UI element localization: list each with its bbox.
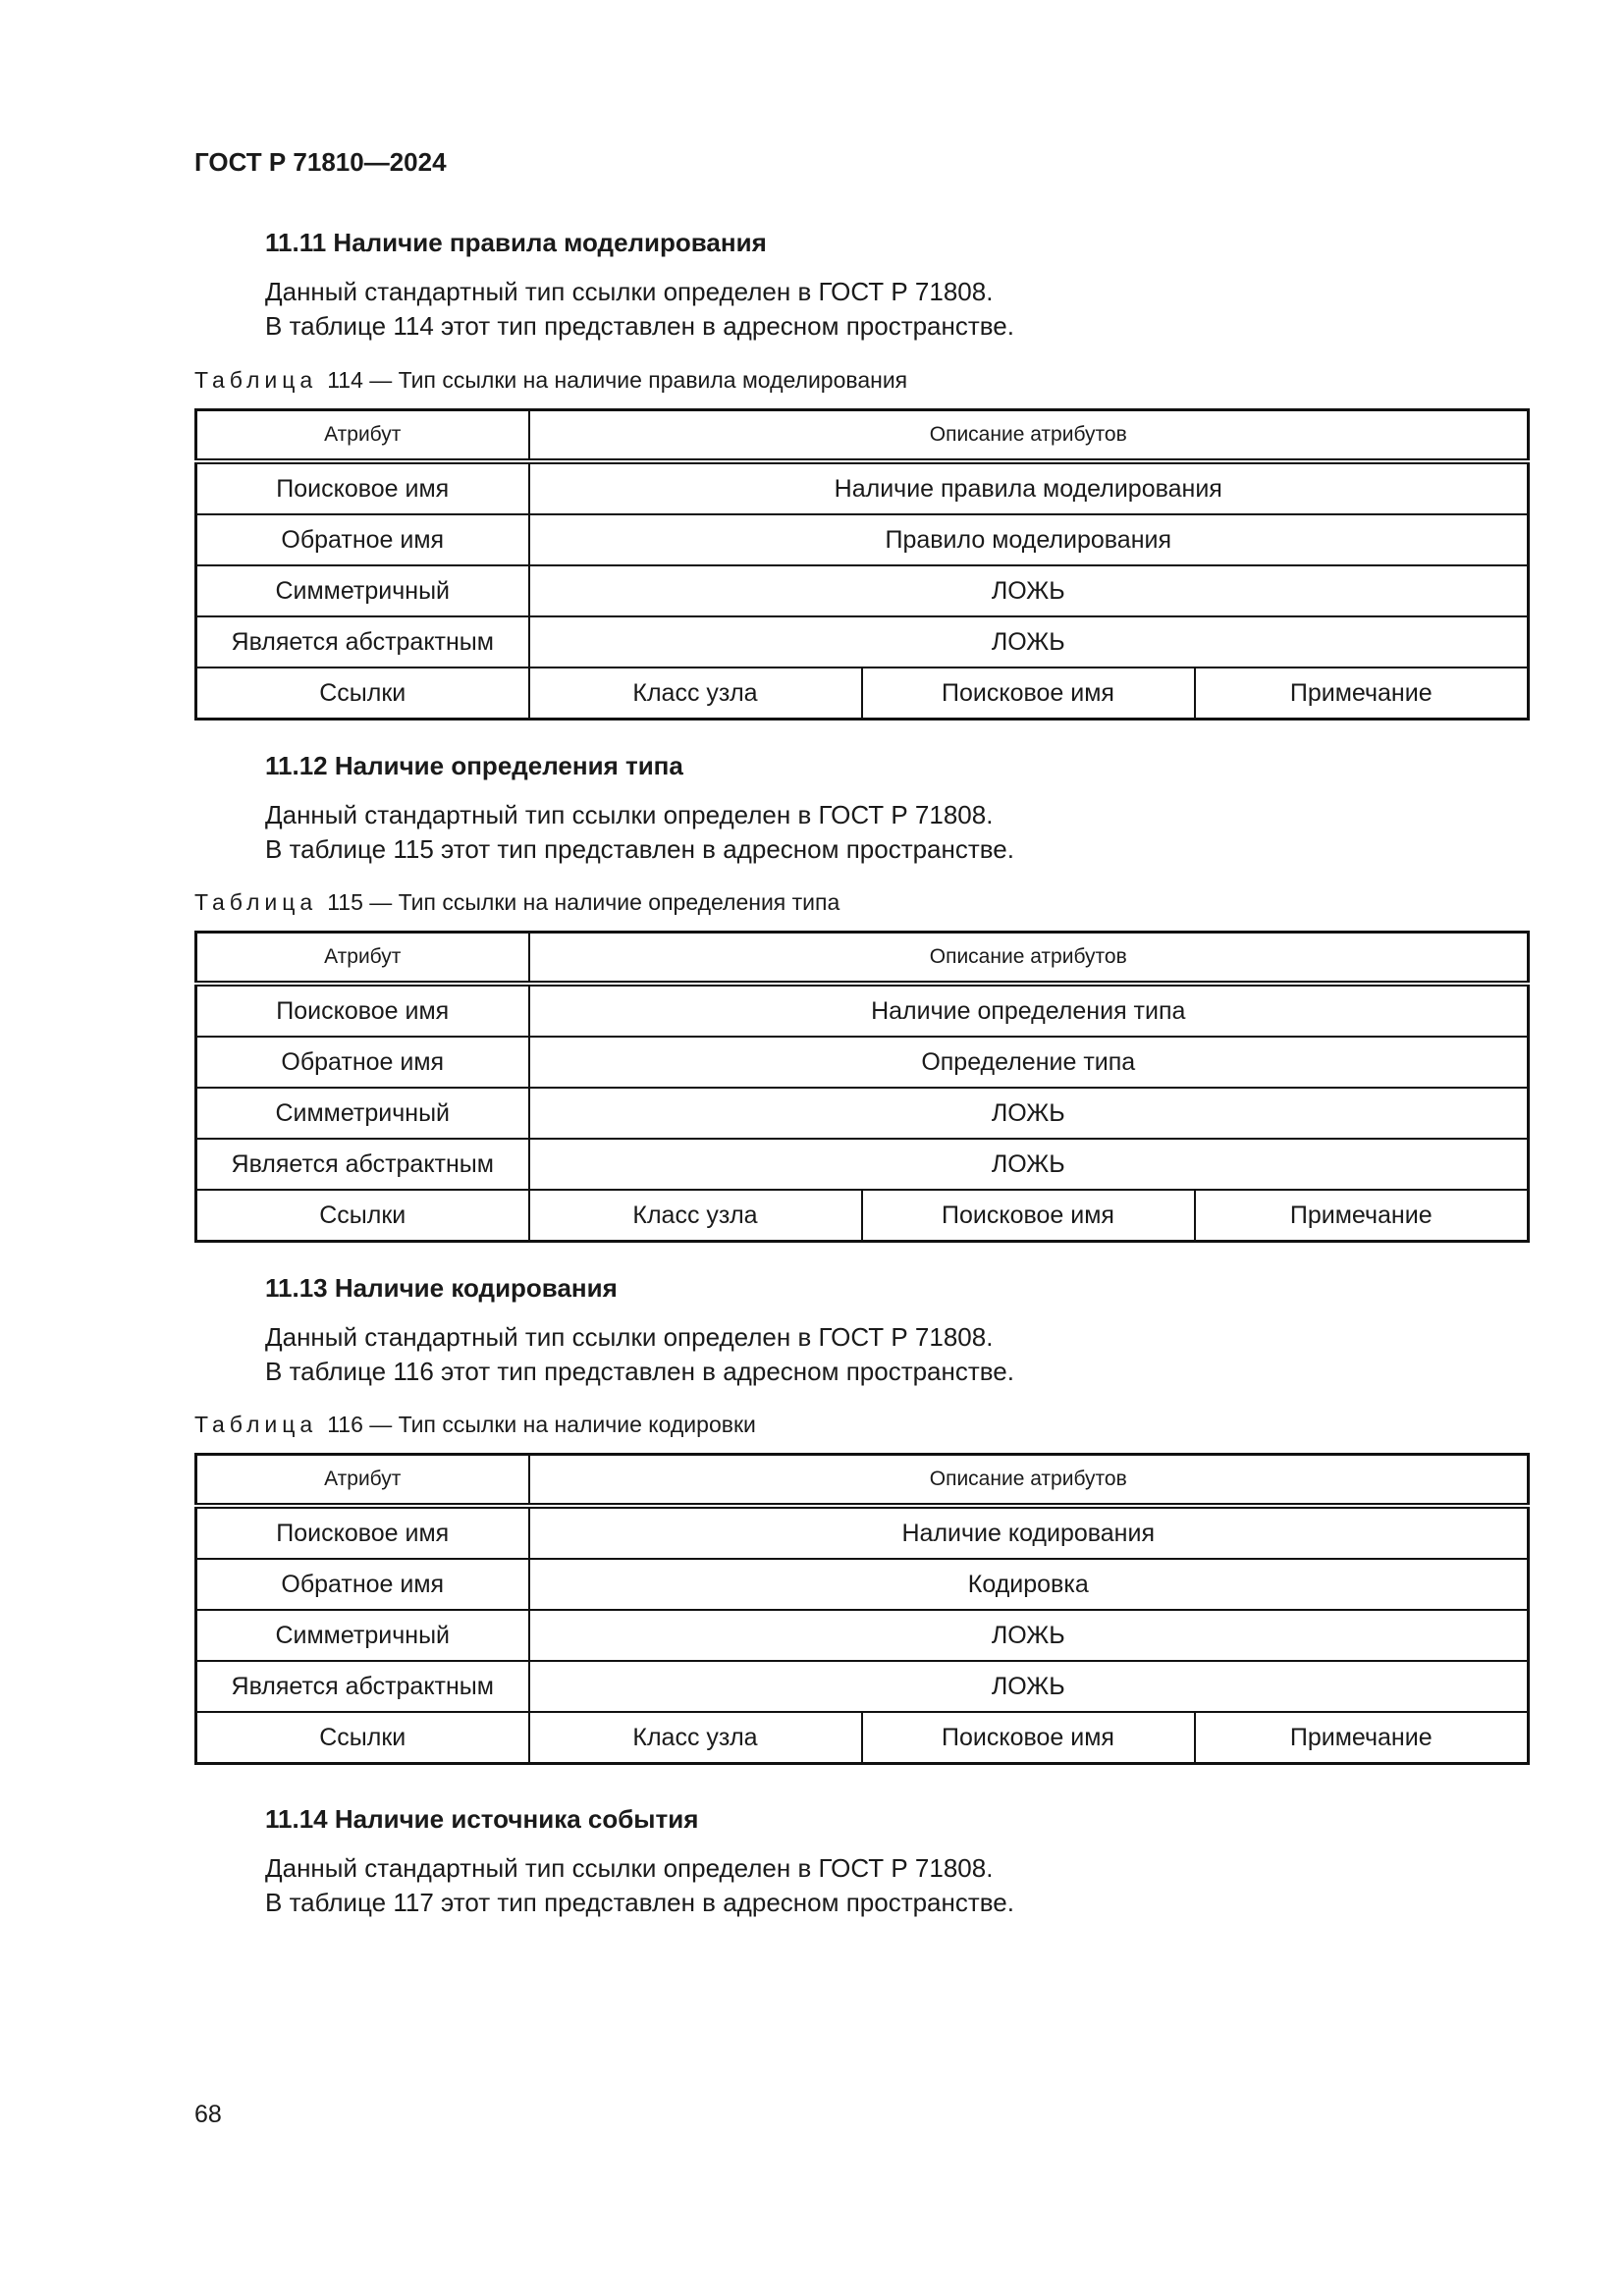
refs-col-cell: Примечание <box>1195 1712 1529 1764</box>
table-refs-row <box>196 1190 1529 1242</box>
caption-text: 116 — Тип ссылки на наличие кодировки <box>327 1412 756 1437</box>
table-refs-row <box>196 1712 1529 1764</box>
section-paragraph: Данный стандартный тип ссылки определен в ГОСТ Р 71808. <box>265 1853 994 1883</box>
refs-col-cell: Класс узла <box>529 1712 862 1764</box>
attr-cell: Симметричный <box>196 1610 529 1661</box>
table-row <box>196 1506 1529 1559</box>
refs-col-cell: Примечание <box>1195 667 1529 720</box>
document-header: ГОСТ Р 71810—2024 <box>194 147 447 177</box>
table-row <box>196 616 1529 667</box>
section-paragraph: Данный стандартный тип ссылки определен в ГОСТ Р 71808. <box>265 1322 994 1352</box>
header-cell-attribute: Атрибут <box>196 1455 529 1507</box>
header-cell-description: Описание атрибутов <box>529 1455 1529 1507</box>
header-cell-description: Описание атрибутов <box>529 410 1529 462</box>
section-paragraph: В таблице 116 этот тип представлен в адресном пространстве. <box>265 1357 1014 1386</box>
attr-cell: Поисковое имя <box>196 461 529 514</box>
attr-cell: Является абстрактным <box>196 1661 529 1712</box>
section-title: 11.12 Наличие определения типа <box>265 751 683 780</box>
section-paragraph: В таблице 117 этот тип представлен в адресном пространстве. <box>265 1888 1014 1917</box>
refs-col-cell: Класс узла <box>529 1190 862 1242</box>
value-cell: Наличие правила моделирования <box>529 461 1529 514</box>
table-row <box>196 514 1529 565</box>
value-cell: ЛОЖЬ <box>529 1088 1529 1139</box>
table-refs-row <box>196 667 1529 720</box>
section-title: 11.14 Наличие источника события <box>265 1804 699 1834</box>
section-paragraph: Данный стандартный тип ссылки определен в ГОСТ Р 71808. <box>265 800 994 829</box>
table-row <box>196 1139 1529 1190</box>
attr-cell: Обратное имя <box>196 514 529 565</box>
caption-label: Таблица <box>194 1412 318 1437</box>
attr-cell: Является абстрактным <box>196 616 529 667</box>
page-number: 68 <box>194 2101 222 2128</box>
table-row <box>196 1559 1529 1610</box>
value-cell: ЛОЖЬ <box>529 565 1529 616</box>
value-cell: Правило моделирования <box>529 514 1529 565</box>
value-cell: ЛОЖЬ <box>529 1139 1529 1190</box>
refs-col-cell: Поисковое имя <box>862 1190 1195 1242</box>
header-cell-attribute: Атрибут <box>196 410 529 462</box>
table-row <box>196 1661 1529 1712</box>
table-row <box>196 1610 1529 1661</box>
refs-label-cell: Ссылки <box>196 667 529 720</box>
section-title: 11.13 Наличие кодирования <box>265 1273 618 1303</box>
attr-cell: Поисковое имя <box>196 1506 529 1559</box>
attr-cell: Обратное имя <box>196 1559 529 1610</box>
refs-col-cell: Поисковое имя <box>862 1712 1195 1764</box>
section-paragraph: Данный стандартный тип ссылки определен в ГОСТ Р 71808. <box>265 277 994 306</box>
attr-cell: Симметричный <box>196 565 529 616</box>
value-cell: Кодировка <box>529 1559 1529 1610</box>
table-row <box>196 565 1529 616</box>
value-cell: Наличие определения типа <box>529 984 1529 1037</box>
value-cell: ЛОЖЬ <box>529 616 1529 667</box>
caption-text: 115 — Тип ссылки на наличие определения типа <box>327 889 840 915</box>
section-paragraph: В таблице 115 этот тип представлен в адресном пространстве. <box>265 834 1014 864</box>
table-caption <box>194 889 839 916</box>
refs-col-cell: Класс узла <box>529 667 862 720</box>
value-cell: ЛОЖЬ <box>529 1610 1529 1661</box>
section-paragraph: В таблице 114 этот тип представлен в адресном пространстве. <box>265 311 1014 341</box>
table-header-row <box>196 410 1529 462</box>
table-header-row <box>196 1455 1529 1507</box>
attr-cell: Поисковое имя <box>196 984 529 1037</box>
refs-col-cell: Поисковое имя <box>862 667 1195 720</box>
attribute-table-116 <box>194 1453 1530 1765</box>
table-row <box>196 1037 1529 1088</box>
section-title: 11.11 Наличие правила моделирования <box>265 228 767 257</box>
table-row <box>196 461 1529 514</box>
value-cell: Наличие кодирования <box>529 1506 1529 1559</box>
caption-label: Таблица <box>194 367 318 393</box>
attr-cell: Обратное имя <box>196 1037 529 1088</box>
header-cell-attribute: Атрибут <box>196 933 529 985</box>
refs-label-cell: Ссылки <box>196 1712 529 1764</box>
table-caption <box>194 1412 756 1438</box>
table-header-row <box>196 933 1529 985</box>
table-row <box>196 984 1529 1037</box>
attr-cell: Является абстрактным <box>196 1139 529 1190</box>
refs-col-cell: Примечание <box>1195 1190 1529 1242</box>
table-caption <box>194 367 907 394</box>
attr-cell: Симметричный <box>196 1088 529 1139</box>
value-cell: Определение типа <box>529 1037 1529 1088</box>
header-cell-description: Описание атрибутов <box>529 933 1529 985</box>
attribute-table-115 <box>194 931 1530 1243</box>
refs-label-cell: Ссылки <box>196 1190 529 1242</box>
caption-label: Таблица <box>194 889 318 915</box>
value-cell: ЛОЖЬ <box>529 1661 1529 1712</box>
attribute-table-114 <box>194 408 1530 721</box>
table-row <box>196 1088 1529 1139</box>
caption-text: 114 — Тип ссылки на наличие правила моделирования <box>327 367 908 393</box>
